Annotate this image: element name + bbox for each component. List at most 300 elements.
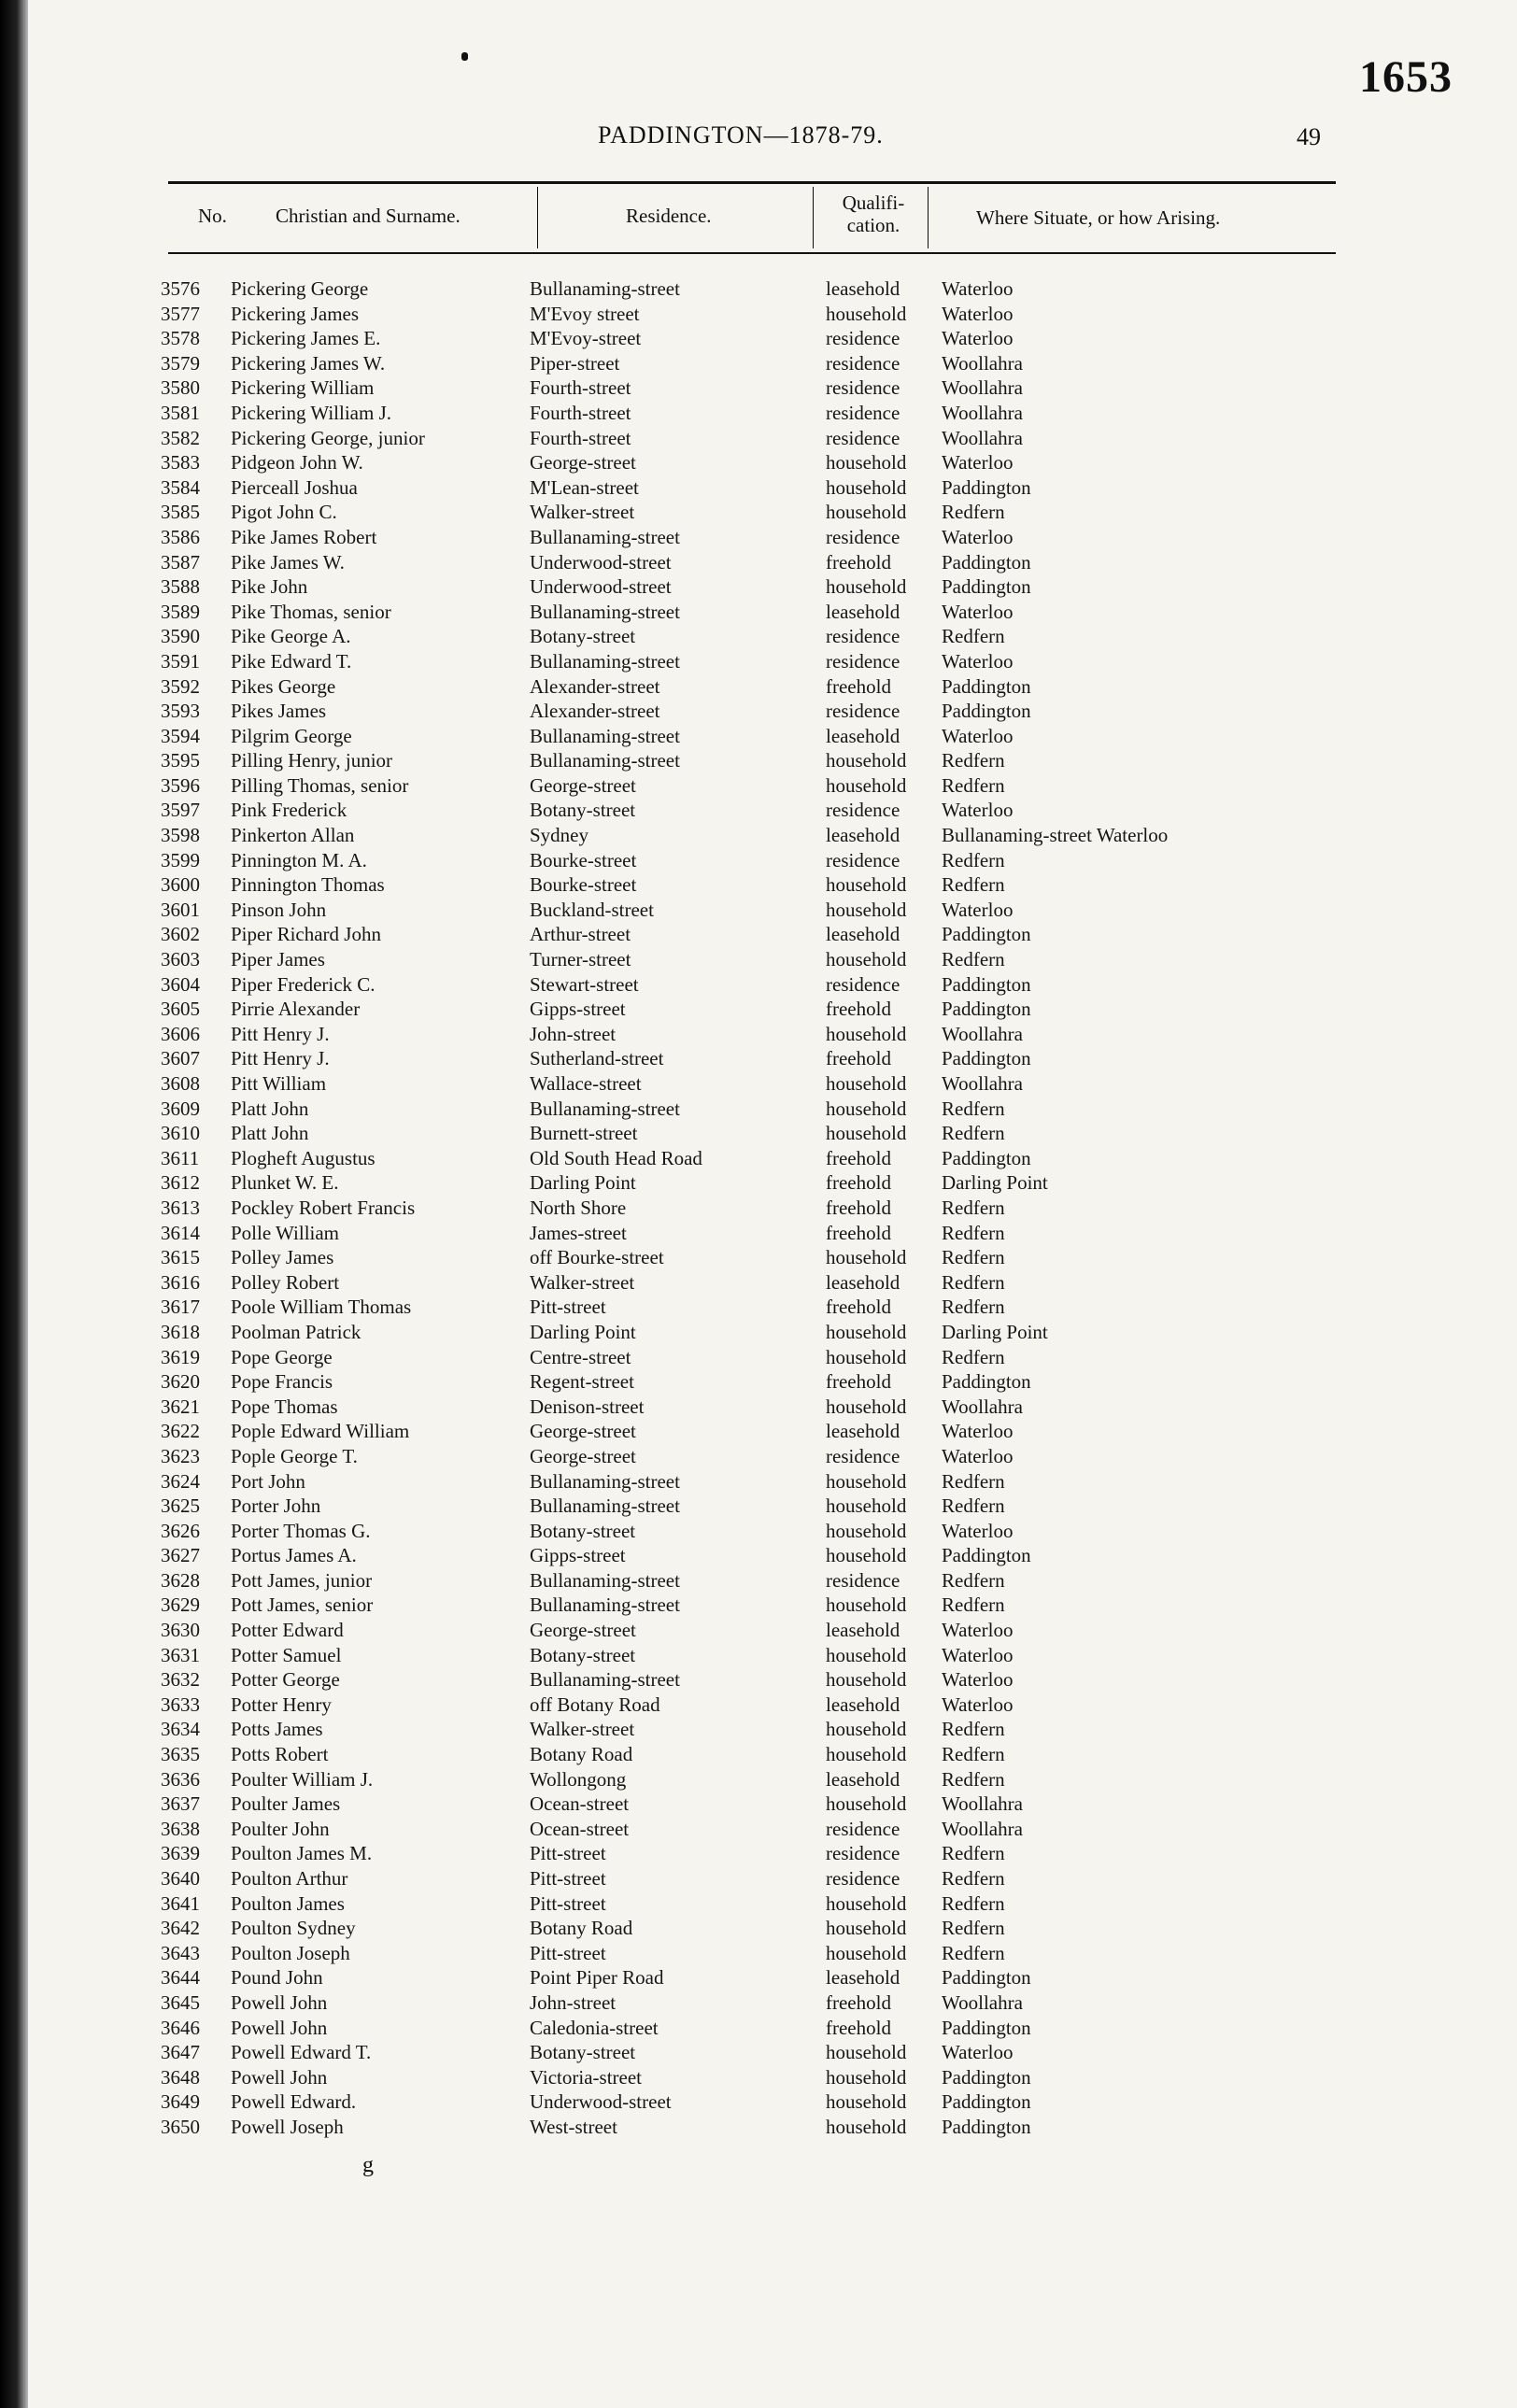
residence: Piper-street (530, 351, 620, 375)
where-situate: Waterloo (942, 277, 1014, 300)
residence: Ocean-street (530, 1817, 630, 1840)
elector-name: Poolman Patrick (231, 1320, 362, 1343)
elector-name: Poole William Thomas (231, 1296, 412, 1319)
entry-number: 3640 (161, 1867, 200, 1890)
where-situate: Redfern (942, 749, 1005, 772)
residence: Alexander-street (530, 700, 660, 723)
column-header-residence: Residence. (626, 205, 712, 227)
qualification: leasehold (826, 1767, 900, 1791)
qualification: household (826, 1469, 907, 1493)
residence: Bourke-street (530, 848, 637, 871)
qualification: household (826, 1891, 907, 1915)
elector-name: Polley Robert (231, 1270, 340, 1294)
entry-number: 3630 (161, 1619, 200, 1642)
residence: Ocean-street (530, 1792, 630, 1816)
where-situate: Paddington (942, 1146, 1031, 1169)
table-row (0, 922, 1517, 947)
table-row (0, 1395, 1517, 1420)
where-situate: Paddington (942, 575, 1031, 599)
entry-number: 3609 (161, 1097, 200, 1120)
qualification: household (826, 451, 907, 475)
table-row (0, 1767, 1517, 1792)
table-row (0, 1990, 1517, 2016)
residence: Bullanaming-street (530, 1097, 680, 1120)
residence: Arthur-street (530, 923, 631, 946)
table-row (0, 1270, 1517, 1296)
elector-name: Piper James (231, 948, 325, 971)
where-situate: Redfern (942, 1891, 1005, 1915)
entry-number: 3594 (161, 724, 200, 747)
elector-name: Pilling Thomas, senior (231, 773, 409, 797)
table-row (0, 302, 1517, 327)
qualification: leasehold (826, 1966, 900, 1990)
where-situate: Paddington (942, 923, 1031, 946)
qualification: freehold (826, 1221, 891, 1244)
table-row (0, 699, 1517, 724)
qualification: household (826, 1345, 907, 1368)
elector-name: Pinson John (231, 898, 327, 921)
entry-number: 3639 (161, 1842, 200, 1865)
where-situate: Woollahra (942, 1792, 1023, 1816)
where-situate: Paddington (942, 475, 1031, 499)
entry-number: 3636 (161, 1767, 200, 1791)
table-row (0, 450, 1517, 475)
entry-number: 3619 (161, 1345, 200, 1368)
residence: Bullanaming-street (530, 1494, 680, 1518)
table-row (0, 773, 1517, 799)
elector-list (0, 276, 1517, 2140)
residence: John-street (530, 1022, 617, 1045)
residence: off Botany Road (530, 1693, 660, 1716)
table-row (0, 1469, 1517, 1494)
residence: Botany-street (530, 1643, 636, 1666)
qualification: household (826, 1643, 907, 1666)
residence: Centre-street (530, 1345, 631, 1368)
qualification: household (826, 302, 907, 325)
entry-number: 3576 (161, 277, 200, 300)
elector-name: Poulter William J. (231, 1767, 374, 1791)
elector-name: Porter John (231, 1494, 321, 1518)
table-row (0, 1097, 1517, 1122)
table-row (0, 1046, 1517, 1071)
where-situate: Redfern (942, 1196, 1005, 1219)
residence: West-street (530, 2115, 617, 2138)
qualification: residence (826, 1444, 900, 1467)
residence: Underwood-street (530, 575, 672, 599)
table-row (0, 972, 1517, 998)
table-row (0, 574, 1517, 600)
table-row (0, 1519, 1517, 1544)
elector-name: Poulter John (231, 1817, 330, 1840)
table-row (0, 276, 1517, 302)
elector-name: Poulton Sydney (231, 1917, 356, 1940)
elector-name: Powell John (231, 2065, 328, 2089)
elector-name: Platt John (231, 1122, 309, 1145)
where-situate: Waterloo (942, 1619, 1014, 1642)
qualification: residence (826, 525, 900, 548)
entry-number: 3614 (161, 1221, 200, 1244)
column-divider (537, 187, 538, 248)
table-row (0, 1369, 1517, 1395)
entry-number: 3587 (161, 550, 200, 574)
qualification: household (826, 1917, 907, 1940)
qualification: leasehold (826, 724, 900, 747)
table-row (0, 500, 1517, 525)
entry-number: 3623 (161, 1444, 200, 1467)
entry-number: 3607 (161, 1047, 200, 1070)
elector-name: Plogheft Augustus (231, 1146, 376, 1169)
table-row (0, 1543, 1517, 1568)
qualification: household (826, 1320, 907, 1343)
residence: North Shore (530, 1196, 627, 1219)
elector-name: Pike John (231, 575, 308, 599)
table-row (0, 947, 1517, 972)
qualification: leasehold (826, 277, 900, 300)
elector-name: Pike George A. (231, 625, 351, 648)
entry-number: 3615 (161, 1246, 200, 1269)
entry-number: 3590 (161, 625, 200, 648)
qualification: household (826, 873, 907, 897)
residence: Botany-street (530, 799, 636, 822)
residence: Turner-street (530, 948, 631, 971)
qualification: household (826, 2115, 907, 2138)
entry-number: 3608 (161, 1072, 200, 1095)
elector-name: Powell Edward T. (231, 2041, 372, 2064)
where-situate: Paddington (942, 1544, 1031, 1567)
residence: Bullanaming-street (530, 277, 680, 300)
qualification: household (826, 2041, 907, 2064)
page-number: 49 (1297, 123, 1321, 150)
page-title: PADDINGTON—1878-79. (598, 121, 884, 149)
table-row (0, 1221, 1517, 1246)
qualification: household (826, 1494, 907, 1518)
table-row (0, 798, 1517, 823)
table-row (0, 997, 1517, 1022)
where-situate: Waterloo (942, 799, 1014, 822)
table-row (0, 1693, 1517, 1718)
residence: Darling Point (530, 1171, 636, 1195)
entry-number: 3627 (161, 1544, 200, 1567)
entry-number: 3647 (161, 2041, 200, 2064)
where-situate: Paddington (942, 2115, 1031, 2138)
entry-number: 3613 (161, 1196, 200, 1219)
elector-name: Poulton James (231, 1891, 345, 1915)
where-situate: Redfern (942, 1345, 1005, 1368)
entry-number: 3641 (161, 1891, 200, 1915)
elector-name: Potter Edward (231, 1619, 344, 1642)
elector-name: Pope Thomas (231, 1395, 338, 1418)
table-row (0, 1295, 1517, 1320)
table-row (0, 2040, 1517, 2065)
column-divider (813, 187, 814, 248)
qualification: freehold (826, 2016, 891, 2039)
residence: Botany-street (530, 2041, 636, 2064)
qualification: household (826, 1594, 907, 1617)
residence: Darling Point (530, 1320, 636, 1343)
residence: Pitt-street (530, 1296, 606, 1319)
table-row (0, 2016, 1517, 2041)
where-situate: Redfern (942, 1718, 1005, 1741)
elector-name: Pickering George, junior (231, 426, 425, 449)
where-situate: Bullanaming-street Waterloo (942, 824, 1169, 847)
table-row (0, 1022, 1517, 1047)
qualification: household (826, 1022, 907, 1045)
table-row (0, 1916, 1517, 1941)
elector-name: Pinnington Thomas (231, 873, 385, 897)
elector-name: Pinnington M. A. (231, 848, 367, 871)
residence: Point Piper Road (530, 1966, 664, 1990)
elector-name: Pickering James (231, 302, 360, 325)
where-situate: Darling Point (942, 1171, 1048, 1195)
where-situate: Redfern (942, 1221, 1005, 1244)
residence: Bullanaming-street (530, 749, 680, 772)
table-row (0, 1941, 1517, 1966)
where-situate: Paddington (942, 2016, 1031, 2039)
table-row (0, 1593, 1517, 1618)
qualification: leasehold (826, 1619, 900, 1642)
residence: George-street (530, 1444, 636, 1467)
where-situate: Waterloo (942, 327, 1014, 350)
where-situate: Redfern (942, 625, 1005, 648)
elector-name: Powell Joseph (231, 2115, 344, 2138)
residence: John-street (530, 1990, 617, 2014)
header-rule-bottom (168, 252, 1336, 254)
where-situate: Redfern (942, 1568, 1005, 1592)
column-header-qualification: Qualifi- cation. (842, 191, 905, 236)
table-row (0, 1444, 1517, 1469)
qualification: freehold (826, 1171, 891, 1195)
entry-number: 3645 (161, 1990, 200, 2014)
residence: Sutherland-street (530, 1047, 664, 1070)
where-situate: Redfern (942, 1842, 1005, 1865)
elector-name: Potter Henry (231, 1693, 332, 1716)
where-situate: Waterloo (942, 649, 1014, 673)
qualification: household (826, 1395, 907, 1418)
elector-name: Pickering James W. (231, 351, 386, 375)
qualification: freehold (826, 1196, 891, 1219)
entry-number: 3624 (161, 1469, 200, 1493)
elector-name: Powell John (231, 1990, 328, 2014)
table-row (0, 1196, 1517, 1221)
residence: M'Evoy-street (530, 327, 642, 350)
elector-name: Pople Edward William (231, 1420, 410, 1443)
entry-number: 3605 (161, 998, 200, 1021)
entry-number: 3585 (161, 501, 200, 524)
entry-number: 3650 (161, 2115, 200, 2138)
where-situate: Woollahra (942, 376, 1023, 400)
qualification: freehold (826, 1370, 891, 1394)
qualification: household (826, 948, 907, 971)
entry-number: 3626 (161, 1519, 200, 1542)
residence: off Bourke-street (530, 1246, 664, 1269)
table-row (0, 848, 1517, 873)
entry-number: 3598 (161, 824, 200, 847)
where-situate: Woollahra (942, 401, 1023, 424)
elector-name: Pidgeon John W. (231, 451, 363, 475)
table-row (0, 1643, 1517, 1668)
table-row (0, 1792, 1517, 1817)
qualification: household (826, 1544, 907, 1567)
residence: Underwood-street (530, 550, 672, 574)
elector-name: Pike James W. (231, 550, 345, 574)
table-row (0, 351, 1517, 376)
qualification: residence (826, 649, 900, 673)
entry-number: 3637 (161, 1792, 200, 1816)
residence: Caledonia-street (530, 2016, 659, 2039)
qualification: household (826, 1743, 907, 1766)
where-situate: Waterloo (942, 2041, 1014, 2064)
entry-number: 3596 (161, 773, 200, 797)
where-situate: Paddington (942, 700, 1031, 723)
column-header-where: Where Situate, or how Arising. (976, 206, 1221, 229)
entry-number: 3583 (161, 451, 200, 475)
entry-number: 3620 (161, 1370, 200, 1394)
entry-number: 3646 (161, 2016, 200, 2039)
table-row (0, 1071, 1517, 1097)
residence: Pitt-street (530, 1867, 606, 1890)
entry-number: 3603 (161, 948, 200, 971)
qualification: residence (826, 848, 900, 871)
where-situate: Waterloo (942, 451, 1014, 475)
qualification: freehold (826, 1047, 891, 1070)
where-situate: Woollahra (942, 351, 1023, 375)
where-situate: Redfern (942, 1917, 1005, 1940)
where-situate: Paddington (942, 1966, 1031, 1990)
qualification: freehold (826, 1146, 891, 1169)
where-situate: Waterloo (942, 302, 1014, 325)
qualification: residence (826, 799, 900, 822)
residence: Pitt-street (530, 1941, 606, 1964)
qualification: household (826, 2065, 907, 2089)
table-row (0, 1170, 1517, 1196)
elector-name: Poulter James (231, 1792, 341, 1816)
table-row (0, 1419, 1517, 1444)
qualification: leasehold (826, 600, 900, 623)
residence: Bullanaming-street (530, 724, 680, 747)
table-row (0, 550, 1517, 575)
elector-name: Potter George (231, 1668, 340, 1692)
where-situate: Paddington (942, 1370, 1031, 1394)
residence: Regent-street (530, 1370, 634, 1394)
table-row (0, 1742, 1517, 1767)
where-situate: Waterloo (942, 1668, 1014, 1692)
entry-number: 3631 (161, 1643, 200, 1666)
residence: Bullanaming-street (530, 1668, 680, 1692)
where-situate: Woollahra (942, 1072, 1023, 1095)
where-situate: Redfern (942, 773, 1005, 797)
entry-number: 3610 (161, 1122, 200, 1145)
where-situate: Woollahra (942, 426, 1023, 449)
entry-number: 3595 (161, 749, 200, 772)
entry-number: 3648 (161, 2065, 200, 2089)
elector-name: Portus James A. (231, 1544, 357, 1567)
qualification: household (826, 1941, 907, 1964)
qualification: freehold (826, 998, 891, 1021)
where-situate: Redfern (942, 1097, 1005, 1120)
residence: Pitt-street (530, 1842, 606, 1865)
residence: Buckland-street (530, 898, 654, 921)
table-row (0, 2115, 1517, 2140)
where-situate: Woollahra (942, 1395, 1023, 1418)
entry-number: 3633 (161, 1693, 200, 1716)
where-situate: Paddington (942, 1047, 1031, 1070)
residence: Walker-street (530, 1718, 635, 1741)
residence: Underwood-street (530, 2090, 672, 2114)
elector-name: Pope Francis (231, 1370, 333, 1394)
header-rule-top (168, 181, 1336, 184)
where-situate: Waterloo (942, 898, 1014, 921)
qualification: leasehold (826, 1693, 900, 1716)
entry-number: 3618 (161, 1320, 200, 1343)
where-situate: Redfern (942, 1743, 1005, 1766)
table-row (0, 1568, 1517, 1594)
qualification: residence (826, 376, 900, 400)
residence: Fourth-street (530, 426, 631, 449)
elector-name: Pilgrim George (231, 724, 352, 747)
elector-name: Pickering William (231, 376, 375, 400)
elector-name: Pierceall Joshua (231, 475, 358, 499)
residence: James-street (530, 1221, 627, 1244)
qualification: leasehold (826, 1270, 900, 1294)
table-row (0, 475, 1517, 501)
qualification: household (826, 575, 907, 599)
elector-name: Plunket W. E. (231, 1171, 339, 1195)
elector-name: Powell John (231, 2016, 328, 2039)
elector-name: Pike Edward T. (231, 649, 352, 673)
table-row (0, 1320, 1517, 1345)
entry-number: 3579 (161, 351, 200, 375)
qualification: household (826, 475, 907, 499)
elector-name: Pott James, senior (231, 1594, 374, 1617)
where-situate: Waterloo (942, 1420, 1014, 1443)
table-row (0, 1965, 1517, 1990)
qualification: leasehold (826, 923, 900, 946)
residence: George-street (530, 451, 636, 475)
elector-name: Potts Robert (231, 1743, 329, 1766)
elector-name: Piper Richard John (231, 923, 381, 946)
entry-number: 3580 (161, 376, 200, 400)
elector-name: Poulton Joseph (231, 1941, 350, 1964)
entry-number: 3582 (161, 426, 200, 449)
elector-name: Potts James (231, 1718, 323, 1741)
table-row (0, 1717, 1517, 1742)
elector-name: Poulton James M. (231, 1842, 373, 1865)
entry-number: 3649 (161, 2090, 200, 2114)
qualification: household (826, 1246, 907, 1269)
residence: Victoria-street (530, 2065, 643, 2089)
elector-name: Pickering James E. (231, 327, 381, 350)
residence: Bullanaming-street (530, 525, 680, 548)
residence: Bullanaming-street (530, 649, 680, 673)
elector-name: Pockley Robert Francis (231, 1196, 416, 1219)
column-divider (928, 187, 929, 248)
qualification: household (826, 1792, 907, 1816)
entry-number: 3632 (161, 1668, 200, 1692)
table-row (0, 1494, 1517, 1519)
table-row (0, 326, 1517, 351)
where-situate: Woollahra (942, 1990, 1023, 2014)
entry-number: 3588 (161, 575, 200, 599)
elector-name: Port John (231, 1469, 305, 1493)
elector-name: Pope George (231, 1345, 333, 1368)
entry-number: 3628 (161, 1568, 200, 1592)
entry-number: 3625 (161, 1494, 200, 1518)
where-situate: Redfern (942, 1941, 1005, 1964)
where-situate: Waterloo (942, 525, 1014, 548)
qualification: freehold (826, 1296, 891, 1319)
entry-number: 3611 (161, 1146, 200, 1169)
qualification: freehold (826, 550, 891, 574)
